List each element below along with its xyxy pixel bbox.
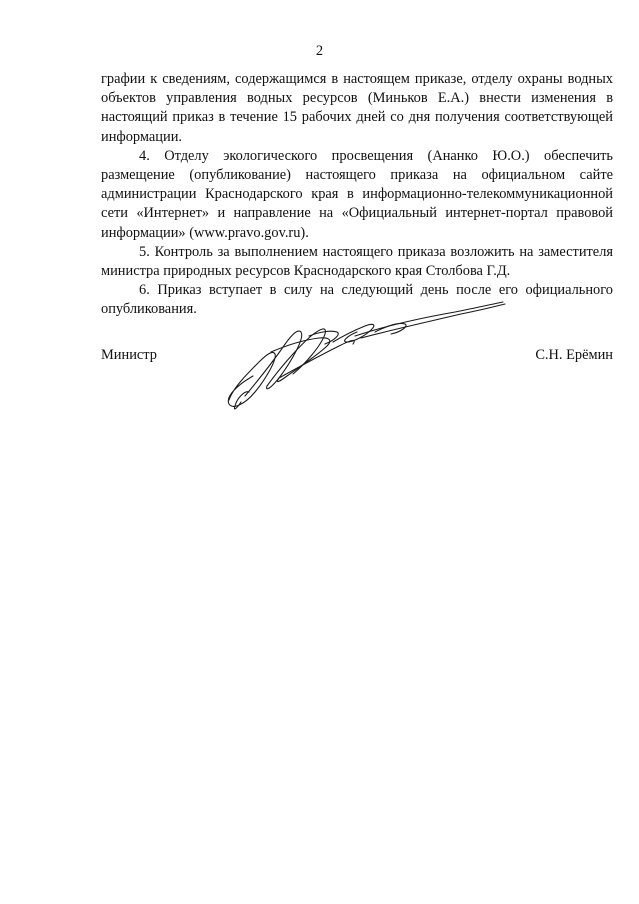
paragraph-6: 6. Приказ вступает в силу на следующий день после его официального опубликования. [101, 282, 613, 318]
document-body [101, 70, 613, 320]
paragraph-continuation: графии к сведениям, содержащимся в настоящем приказе, отделу охраны водных объектов управления водных ресурсов (Миньков Е.А.) внести изменения в настоящий приказ в течение 15 рабочих дней со дня получения соответствующей информации. [101, 71, 613, 145]
paragraph-4: 4. Отделу экологического просвещения (Ананко Ю.О.) обеспечить размещение (опубликование) настоящего приказа на официальном сайте администрации Краснодарского края в информационно-телекоммуникационной сети «Интернет» и направление на «Официальный интернет-портал правовой информации» (www.pravo.gov.ru). [101, 147, 613, 241]
page-number: 2 [315, 43, 324, 59]
signer-title: Министр [101, 347, 157, 363]
handwritten-signature [215, 292, 515, 422]
signer-name: С.Н. Ерёмин [535, 347, 613, 363]
paragraph-5: 5. Контроль за выполнением настоящего приказа возложить на заместителя министра природных ресурсов Краснодарского края Столбова Г.Д. [101, 243, 613, 280]
